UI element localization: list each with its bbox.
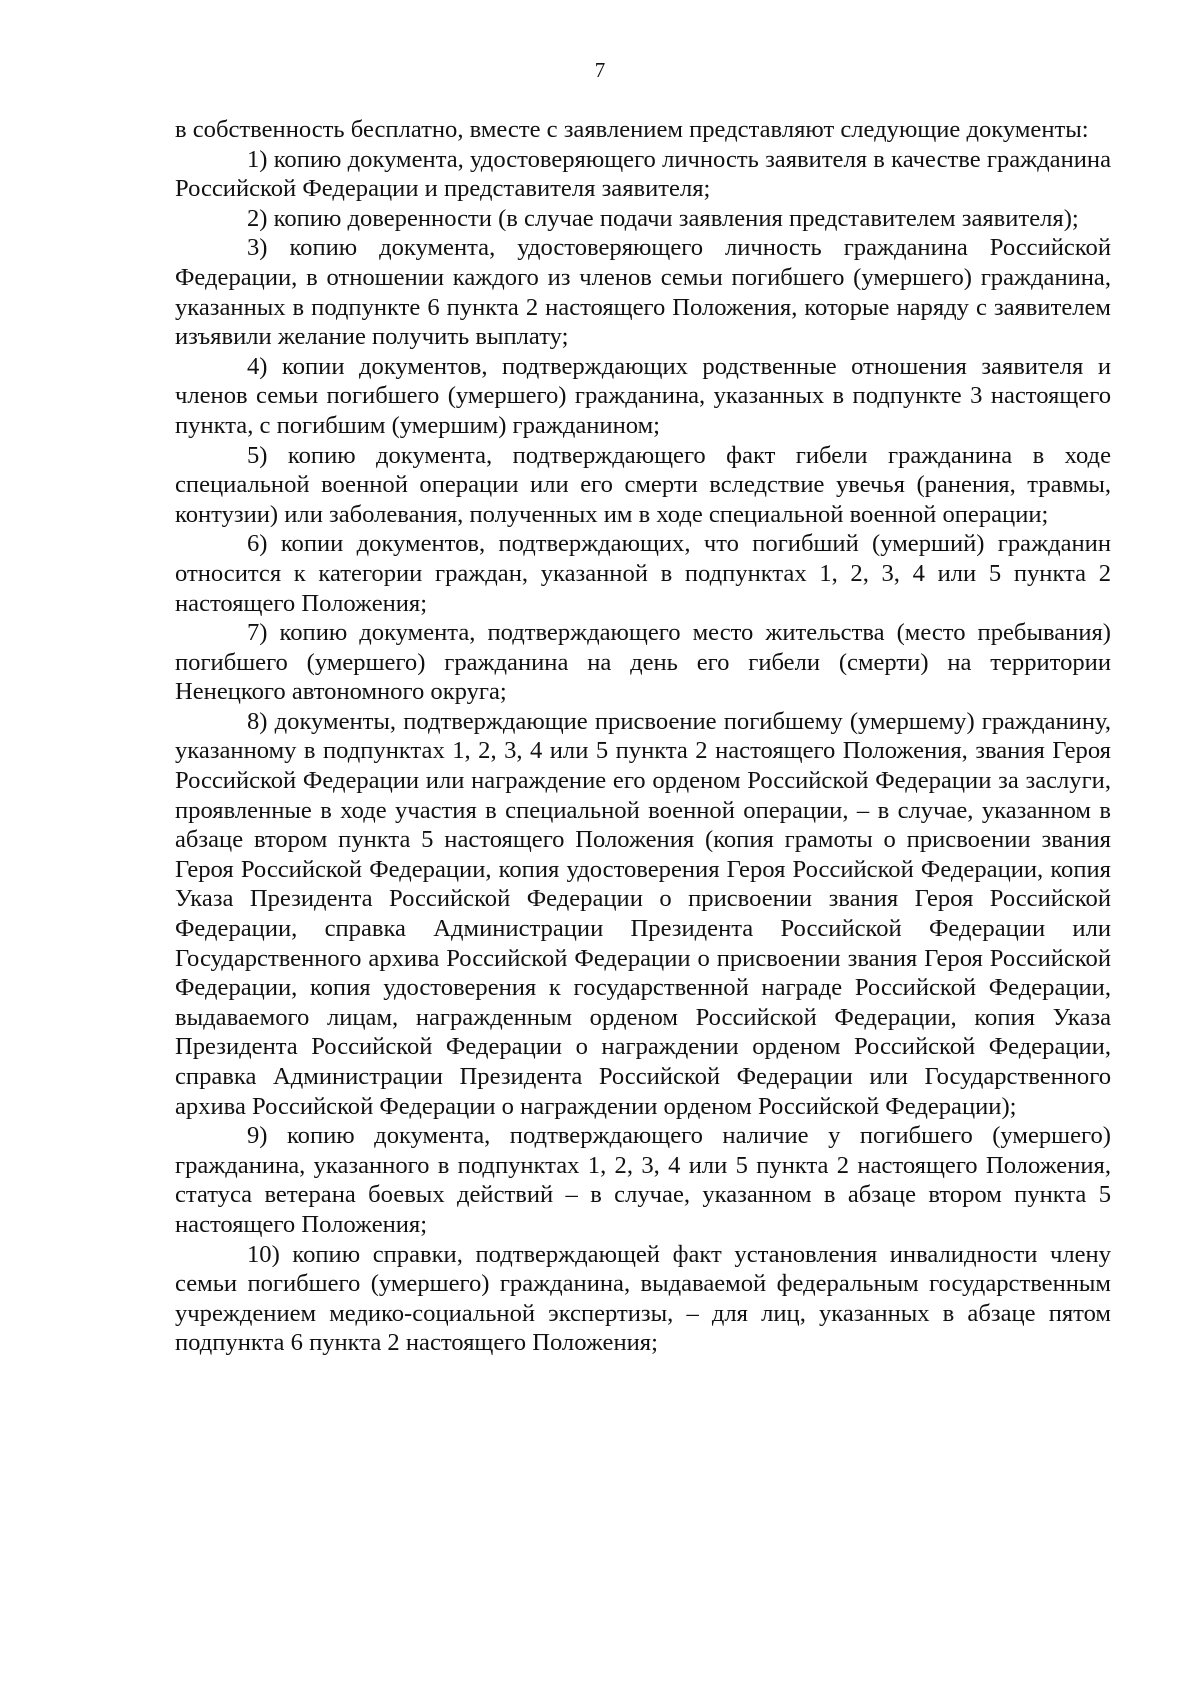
list-item-paragraph: 2) копию доверенности (в случае подачи заявления представителем заявителя);: [247, 204, 1079, 232]
list-item-paragraph: 8) документы, подтверждающие присвоение погибшему (умершему) гражданину, указанному в подпунктах 1, 2, 3, 4 или 5 пункта 2 настоящего Положения, звания Героя Российской Федерации или награждение его орденом Российской Федерации за заслуги, проявленные в ходе участия в специальной военной операции, – в случае, указанном в абзаце втором пункта 5 настоящего Положения (копия грамоты о присвоении звания Героя Российской Федерации, копия удостоверения Героя Российской Федерации, копия Указа Президента Российской Федерации о присвоении звания Героя Российской Федерации, справка Администрации Президента Российской Федерации или Государственного архива Российской Федерации о присвоении звания Героя Российской Федерации, копия удостоверения к государственной награде Российской Федерации, выдаваемого лицам, награжденным орденом Российской Федерации, копия Указа Президента Российской Федерации о награждении орденом Российской Федерации, справка Администрации Президента Российской Федерации или Государственного архива Российской Федерации о награждении орденом Российской Федерации);: [175, 707, 1111, 1120]
list-item-paragraph: 1) копию документа, удостоверяющего личность заявителя в качестве гражданина Российской Федерации и представителя заявителя;: [175, 145, 1111, 203]
list-item-paragraph: 6) копии документов, подтверждающих, что погибший (умерший) гражданин относится к категории граждан, указанной в подпунктах 1, 2, 3, 4 или 5 пункта 2 настоящего Положения;: [175, 530, 1111, 617]
list-item-paragraph: 3) копию документа, удостоверяющего личность гражданина Российской Федерации, в отношении каждого из членов семьи погибшего (умершего) гражданина, указанных в подпункте 6 пункта 2 настоящего Положения, которые наряду с заявителем изъявили желание получить выплату;: [175, 234, 1111, 351]
list-item-paragraph: 4) копии документов, подтверждающих родственные отношения заявителя и членов семьи погибшего (умершего) гражданина, указанных в подпункте 3 настоящего пункта, с погибшим (умершим) гражданином;: [175, 352, 1111, 439]
continuation-paragraph: в собственность бесплатно, вместе с заявлением представляют следующие документы:: [175, 116, 1089, 143]
list-item-paragraph: 10) копию справки, подтверждающей факт установления инвалидности члену семьи погибшего (умершего) гражданина, выдаваемой федеральным государственным учреждением медико-социальной экспертизы, – для лиц, указанных в абзаце пятом подпункта 6 пункта 2 настоящего Положения;: [175, 1240, 1111, 1357]
list-item-paragraph: 5) копию документа, подтверждающего факт гибели гражданина в ходе специальной военной операции или его смерти вследствие увечья (ранения, травмы, контузии) или заболевания, полученных им в ходе специальной военной операции;: [175, 441, 1111, 528]
page-number: 7: [594, 58, 606, 82]
list-item-paragraph: 7) копию документа, подтверждающего место жительства (место пребывания) погибшего (умершего) гражданина на день его гибели (смерти) на территории Ненецкого автономного округа;: [175, 619, 1111, 706]
document-body: [175, 115, 1111, 1358]
list-item-paragraph: 9) копию документа, подтверждающего наличие у погибшего (умершего) гражданина, указанного в подпунктах 1, 2, 3, 4 или 5 пункта 2 настоящего Положения, статуса ветерана боевых действий – в случае, указанном в абзаце втором пункта 5 настоящего Положения;: [175, 1122, 1111, 1238]
